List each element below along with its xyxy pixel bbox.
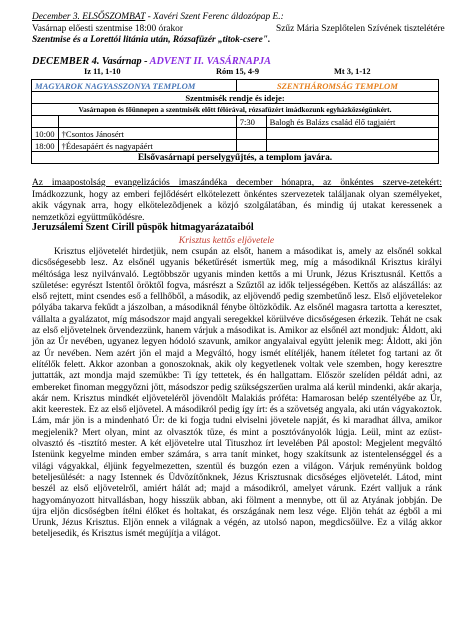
church-right-name: SZENTHÁROMSÁG TEMPLOM	[236, 80, 438, 92]
prayer-intention-lead: Az imaapostolság evangelizációs imaszándéka december hónapra, az önkéntes szerve-zetekért:	[32, 178, 442, 188]
advent-title: ADVENT II. VASÁRNAPJA	[149, 56, 271, 67]
article-body	[32, 247, 442, 541]
mass-intent-right: Balogh és Balázs család élő tagjaiért	[266, 116, 438, 128]
mass-time-right	[236, 140, 266, 152]
prayer-intention-paragraph	[32, 178, 442, 224]
mass-order-title: Szentmisék rendje és ideje:	[32, 92, 439, 104]
mass-row	[32, 140, 439, 152]
mass-time-left: 10:00	[32, 128, 59, 140]
article-title: Jeruzsálemi Szent Cirill püspök hitmagyarázataiból	[32, 222, 254, 233]
dec3-saint: - Xavéri Szent Ferenc áldozópap E.:	[145, 12, 284, 22]
mass-intent-left: †Édesapáért és nagyapáért	[58, 140, 236, 152]
collection-note: Elsővasárnapi perselygyűjtés, a templom javára.	[32, 152, 439, 164]
litany-note: Szentmise és a Lorettói litánia után, Rózsafüzér „titok-csere".	[32, 35, 271, 45]
reading-3: Mt 3, 1-12	[334, 67, 371, 76]
mass-time-left	[32, 116, 59, 128]
vigil-intention: Szűz Mária Szeplőtelen Szívének tisztelétére	[276, 24, 445, 34]
dec3-date-link[interactable]: December 3. ELSŐSZOMBAT	[32, 12, 146, 22]
mass-time-left: 18:00	[32, 140, 59, 152]
dec4-heading	[32, 56, 271, 67]
order-row	[32, 92, 439, 104]
dec3-heading	[32, 12, 284, 22]
vigil-mass-text: Vasárnap előesti szentmise 18:00 órakor	[32, 24, 183, 34]
church-left-name: MAGYAROK NAGYASSZONYA TEMPLOM	[32, 80, 237, 92]
article-subtitle: Krisztus kettős eljövetele	[178, 235, 275, 246]
mass-intent-left	[58, 116, 236, 128]
mass-intent-right	[266, 140, 438, 152]
mass-time-right	[236, 128, 266, 140]
dec4-day: DECEMBER 4. Vasárnap -	[32, 56, 150, 67]
mass-intent-left: †Csontos Jánosért	[58, 128, 236, 140]
mass-intent-right	[266, 128, 438, 140]
mass-row	[32, 128, 439, 140]
notice-row	[32, 104, 439, 116]
collection-row	[32, 152, 439, 164]
mass-row	[32, 116, 439, 128]
prayer-intention-text: Imádkozzunk, hogy az emberi fejlődésért elkötelezett önkéntes szervezetek találjanak olyan személyeket, akik vágynak arra, hogy elkötelezõdjenek a közjó szolgálatában, és mindig új utakat keressenek a nemzetközi együttműködésre.	[32, 189, 442, 223]
reading-1: Iz 11, 1-10	[84, 67, 121, 76]
rosary-notice: Vasárnapon és főünnepen a szentmisék előtt félórával, rózsafüzért imádkozunk egyházközségünkért.	[32, 104, 439, 116]
church-header-row	[32, 80, 439, 92]
mass-schedule-table	[31, 79, 439, 164]
reading-2: Róm 15, 4-9	[216, 67, 260, 76]
article-paragraph: Krisztus eljövetelét hirdetjük, nem csupán az elsőt, hanem a másodikat is, amely az elsőnél sokkal dicsőségesebb lesz. Az elsőnél ugyanis béketűrését ismertük meg, míg a másodiknál Krisztus királyi méltósága lesz nyilvánvaló. Legtöbbször ugyanis minden kettős a mi Urunk, Jézus Krisztusnál. Kettős a születése: egyrészt Istentől öröktől fogva, másrészt a Szűztől az idők teljességében. Kettős az alászállás: az első rejtett, mint csendes eső a fellhőből, a második, az eljövendő pedig szembetűnő lesz. Első eljövetelekor pólyába takarva fekűdt a jászolban, a másodiknál fénybe öltözködik. Az elsőnél magasra tartotta a keresztet, vállalta a gyalázatot, míg másodszor majd angyali seregekkel körülvéve dicsőségesen érkezik. Tehát ne csak az első eljövetelnek örvendezzünk, hanem várjuk a másodikat is. Amikor az elsőnél azt mondjuk: Áldott, aki jön az Úr nevében, ugyanez legyen hódoló szavunk, amikor angyalaival együtt jelenik meg: Áldott, aki jön az Úr nevében. Nem azért jön el majd a Megváltó, hogy ismét elítéljék, hanem ítéletet fog tartani az őt elítélők felett. Akkor azonban a gonoszoknak, akik oly kegyetlenek voltak vele szemben, hogy keresztre juttatták, azt mondja majd szemükbe: Ti így tettetek, és én hallgattam. Először szelíden példát adni, az embereket finoman meggyőzni jött, másodszor pedig szükségszerűen uralma alá kerül mindenki, akár akarja, akár nem. Krisztus mindkét eljövetelérõl jövendölt Malakiás próféta: Hamarosan belép szentélyébe az Úr, akit keerestek. Ez az első eljövetel. A másodikról pedig így írt: és a szövetség angyala, aki után vágyakoztok. Lám, már jön is a mindenható Úr: de ki fogja tudni elviselni jövetele napját, és ki maradhat állva, amikor megjelenik? Mert olyan, mint az olvasztók tüze, és mint a posztóványolók lúgja. Leül, mint az ezüst-olvasztó és -tisztító mester. A két eljövetelre utal Tituszhoz írt levelében Pál apostol: Megjelent megváltó Istenünk kegyelme minden ember számára, s arra tanít minket, hogy szakítsunk az istentelenséggel és a világi vágyakkal, éljünk fegyelmezetten, szentül és buzgón ezen a világon. Várjuk reményünk boldog beteljesülését: a nagy Istennek és Üdvözítőnknek, Jézus Krisztusnak dicsőséges eljövetelét. Látod, mint beszél az első eljövetelről, amiért hálát ad; majd a másodikról, amelyet várunk. Ezért valljuk a ránk hagyományozott hitvallásban, hogy hisszük abban, aki fölment a mennybe, ott ül az Atyának jobbján. De újra eljön dicsőségben ítélni élőket és holtakat, és országának nem lesz vége. Eljön tehát az égből a mi Urunk, Jézus Krisztus. Eljön ennek a világnak a végén, az utolsó napon, megdicsőülve. Ez a világ akkor beteljesedik, és Krisztus ismét megújítja a világot.	[32, 247, 442, 540]
mass-time-right: 7:30	[236, 116, 266, 128]
dec3-vigil-line	[32, 24, 445, 34]
